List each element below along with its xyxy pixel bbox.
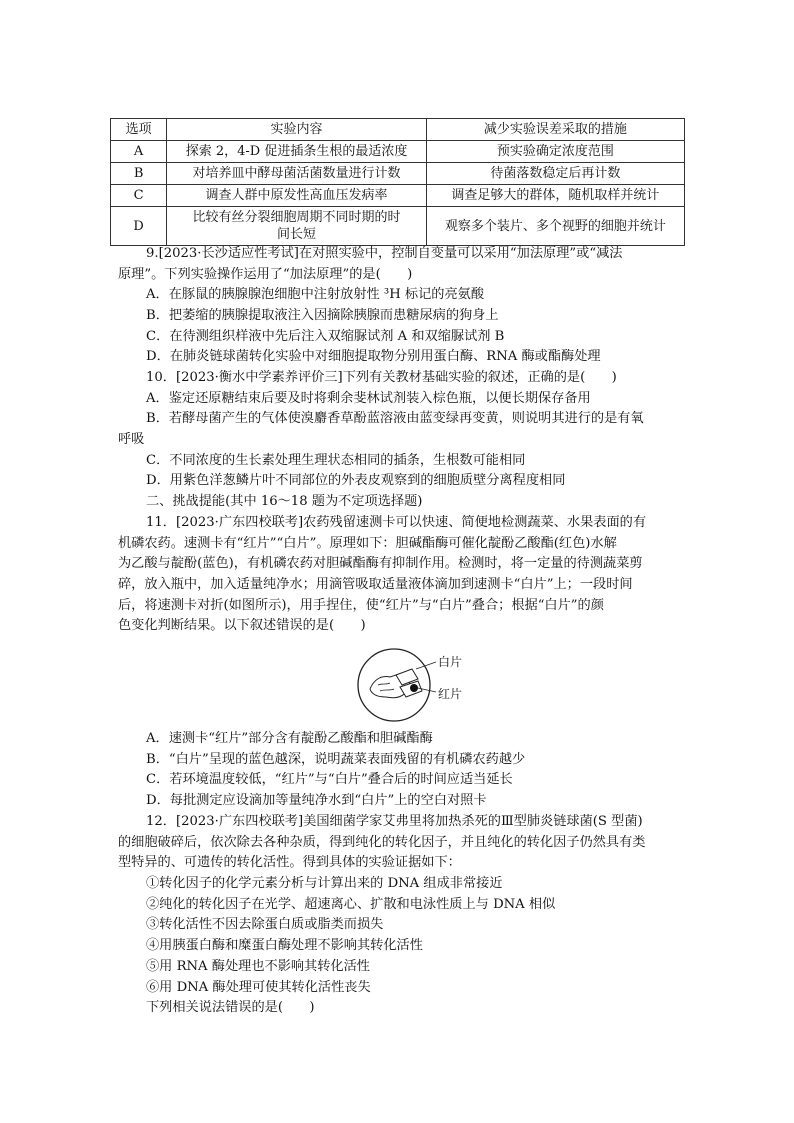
table-header-row (111, 119, 685, 141)
option-a: A．在豚鼠的胰腺腺泡细胞中注射放射性 ³H 标记的亮氨酸 (146, 287, 485, 303)
question-stem: 为乙酸与靛酚(蓝色)，有机磷农药对胆碱酯酶有抑制作用。检测时，将一定量的待测蔬菜剪 (118, 556, 643, 572)
question-10 (118, 368, 688, 513)
question-stem: 机磷农药。速测卡有“红片”“白片”。原理如下：胆碱酯酶可催化靛酚乙酸酯(红色)水解 (118, 535, 617, 551)
table-cell: 待菌落数稳定后再计数 (426, 163, 684, 185)
question-11-options (118, 729, 688, 812)
question-11 (118, 513, 688, 637)
question-stem: 原理”。下列实验操作运用了“加法原理”的是( ) (118, 266, 413, 282)
table-cell: 调查人群中原发性高血压发病率 (167, 185, 427, 207)
option-d: D．在肺炎链球菌转化实验中对细胞提取物分别用蛋白酶、RNA 酶或酯酶处理 (146, 349, 601, 365)
evidence-item: ②纯化的转化因子在光学、超速离心、扩散和电泳性质上与 DNA 相似 (146, 896, 556, 912)
test-card-figure (356, 645, 476, 725)
table-cell: 预实验确定浓度范围 (426, 141, 684, 163)
evidence-item: ③转化活性不因去除蛋白质或脂类而损失 (146, 917, 384, 933)
question-stem: 后，将速测卡对折(如图所示)，用手捏住，使“红片”与“白片”叠合；根据“白片”的颜 (118, 597, 604, 613)
table-header-cell: 实验内容 (167, 119, 427, 141)
table-cell: D (111, 207, 167, 246)
option-c: C．在待测组织样液中先后注入双缩脲试剂 A 和双缩脲试剂 B (146, 328, 505, 344)
question-stem: 的细胞破碎后，依次除去各种杂质，得到纯化的转化因子，并且纯化的转化因子仍然具有类 (118, 834, 646, 850)
option-c: C．若环境温度较低，“红片”与“白片”叠合后的时间应适当延长 (146, 772, 513, 788)
question-9 (118, 244, 688, 368)
option-d: D．用紫色洋葱鳞片叶不同部位的外表皮观察到的细胞质壁分离程度相同 (146, 473, 566, 489)
table-row (111, 163, 685, 185)
question-stem: 型特异的、可遗传的转化活性。得到具体的实验证据如下： (118, 855, 461, 871)
table-header-cell: 减少实验误差采取的措施 (426, 119, 684, 141)
table-cell: 调查足够大的群体，随机取样并统计 (426, 185, 684, 207)
question-12 (118, 812, 688, 1019)
table-row (111, 141, 685, 163)
label-white-card: 白片 (438, 655, 463, 669)
evidence-item: ①转化因子的化学元素分析与计算出来的 DNA 组成非常接近 (146, 876, 503, 892)
table-cell: A (111, 141, 167, 163)
question-stem: 9.[2023·长沙适应性考试]在对照实验中，控制自变量可以采用“加法原理”或“减法 (146, 246, 623, 261)
option-b: B．“白片”呈现的蓝色越深，说明蔬菜表面残留的有机磷农药越少 (146, 751, 526, 767)
question-stem: 色变化判断结果。以下叙述错误的是( ) (118, 618, 366, 634)
option-b: B．若酵母菌产生的气体使溴麝香草酚蓝溶液由蓝变绿再变黄，则说明其进行的是有氧 (146, 411, 644, 427)
question-ask: 下列相关说法错误的是( ) (146, 1000, 315, 1016)
question-stem: 10．[2023·衡水中学素养评价三]下列有关教材基础实验的叙述，正确的是( ) (146, 370, 617, 385)
label-red-card: 红片 (438, 687, 463, 701)
question-stem: 碎，放入瓶中，加入适量纯净水；用滴管吸取适量液体滴加到速测卡“白片”上；一段时间 (118, 577, 633, 593)
option-a: A．速测卡“红片”部分含有靛酚乙酸酯和胆碱酯酶 (146, 731, 433, 746)
evidence-item: ⑤用 RNA 酶处理也不影响其转化活性 (146, 958, 370, 974)
evidence-item: ④用胰蛋白酶和糜蛋白酶处理不影响其转化活性 (146, 938, 423, 954)
table-cell: 对培养皿中酵母菌活菌数量进行计数 (167, 163, 427, 185)
table-cell: C (111, 185, 167, 207)
option-d: D．每批测定应设滴加等量纯净水到“白片”上的空白对照卡 (146, 793, 487, 809)
table-header-cell: 选项 (111, 119, 167, 141)
option-b-continued: 呼吸 (118, 432, 145, 448)
option-b: B．把萎缩的胰腺提取液注入因摘除胰腺而患糖尿病的狗身上 (146, 308, 499, 324)
options-table (110, 118, 685, 246)
table-cell: 比较有丝分裂细胞周期不同时期的时间长短 (167, 207, 427, 246)
option-a: A．鉴定还原糖结束后要及时将剩余斐林试剂装入棕色瓶，以便长期保存备用 (146, 390, 591, 406)
table-row (111, 185, 685, 207)
section-heading: 二、挑战提能(其中 16～18 题为不定项选择题) (146, 494, 423, 510)
option-c: C．不同浓度的生长素处理生理状态相同的插条，生根数可能相同 (146, 452, 526, 468)
question-stem: 11．[2023·广东四校联考]农药残留速测卡可以快速、简便地检测蔬菜、水果表面的有 (146, 515, 647, 530)
evidence-item: ⑥用 DNA 酶处理可使其转化活性丧失 (146, 979, 371, 995)
table-cell: B (111, 163, 167, 185)
table-row (111, 207, 685, 246)
table-cell: 探索 2，4-D 促进插条生根的最适浓度 (167, 141, 427, 163)
table-cell: 观察多个装片、多个视野的细胞并统计 (426, 207, 684, 246)
question-stem: 12．[2023·广东四校联考]美国细菌学家艾弗里将加热杀死的Ⅲ型肺炎链球菌(S 型菌) (146, 814, 643, 829)
